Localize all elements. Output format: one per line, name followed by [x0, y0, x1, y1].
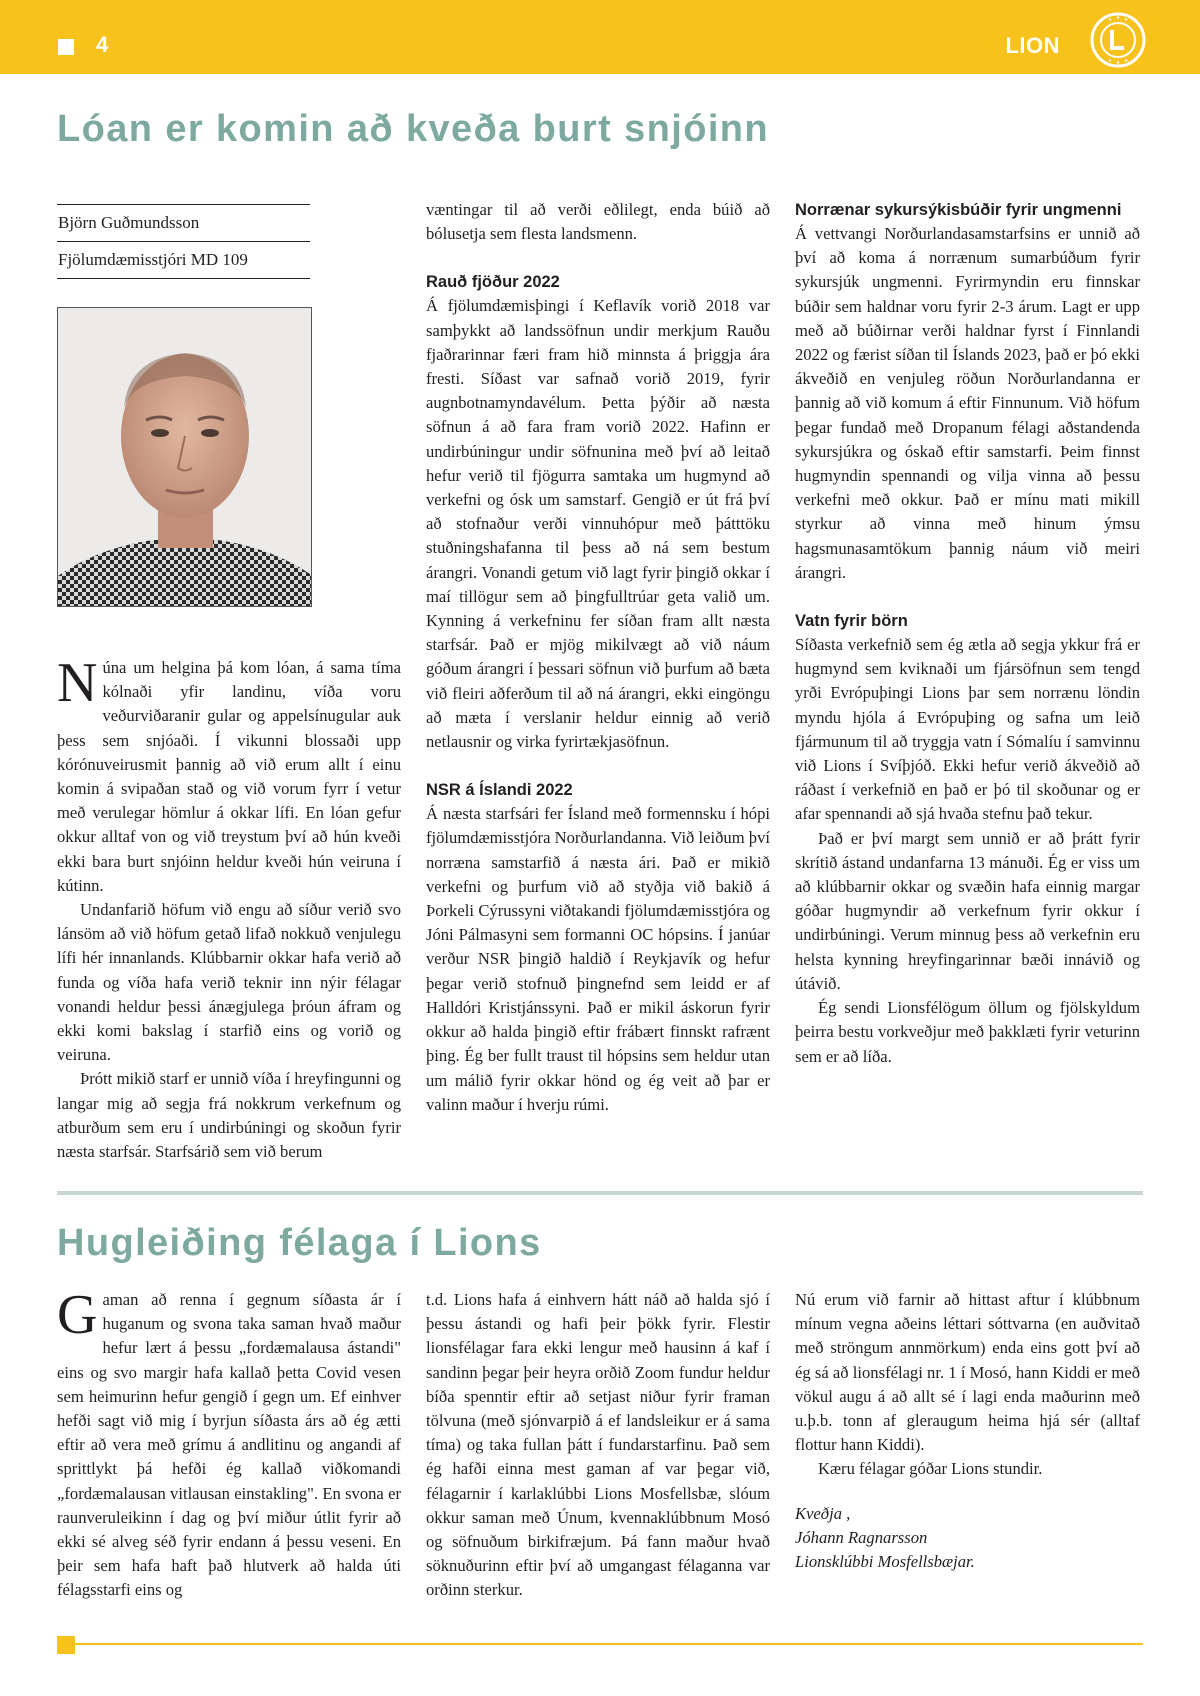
paragraph-text: úna um helgina þá kom lóan, á sama tíma kólnaði yfir landinu, víða voru veðurviðaranir gular og appelsínugular auk þess sem snjóaði. Í vikunni blossaði upp kórónuveirusmit þannig að við erum allt í einu komin á svipaðan stað og við vorum fyrr í vetur með verulegar hömlur á okkar lífi. En lóan gefur okkur alltaf von og við treystum því að hún kveði ekki bara burt snjóinn heldur kveði hún veiruna í kútinn. [57, 658, 401, 895]
lions-emblem-icon [1090, 12, 1146, 68]
paragraph: Nú erum við farnir að hittast aftur í klúbbnum mínum vegna aðeins léttari sóttvarna (en auðvitað með ströngum annmörkum) enda eins gott því að ég sá að lionsfélagi nr. 1 í Mosó, hann Kiddi er með vökul augu á að allt sé í lagi enda maðurinn með u.þ.b. tonn af gleraugum heima hjá sér (alltaf flottur hann Kiddi). [795, 1290, 1140, 1455]
signature-line: Kveðja , [795, 1503, 851, 1523]
author-name: Björn Guðmundsson [58, 213, 200, 232]
header-bar [0, 0, 1200, 74]
paragraph: Á vettvangi Norðurlandasamstarfsins er unnið að því að koma á norrænum sumarbúðum fyrir sykursjúk ungmenni. Fyrirmyndin eru finnskar búðir sem haldnar voru fyrir 2-3 árum. Lagt er upp með að búðirnar verði haldnar fyrst í Finnlandi 2022 og færist síðan til Íslands 2023, það er þó ekki ákveðið en venjuleg röðun Norðurlandanna er þannig að við komum á eftir Finnunum. Við höfum þegar fundað með Dropanum félagi aðstandenda sykursjúkra og óskað eftir samstarfi. Þeim finnst hugmyndin spennandi og vilja vinna að þessu verkefni með okkur. Það er mínu mati mikill styrkur að vinna með hinum ýmsu hagsmunasamtökum þannig náum við meiri árangri. [795, 224, 1140, 582]
page-square-icon [58, 39, 74, 55]
section-divider [57, 1191, 1143, 1195]
article1-column-3 [795, 198, 1140, 1069]
paragraph: Það er því margt sem unnið er að þrátt fyrir skrítið ástand undanfarna 13 mánuði. Ég er viss um að klúbbarnir okkar og svæðin hafa einnig margar góðar hugmyndir að verkefnum fyrir okkur í undirbúningi. Verum minnug þess að verkefnin eru helsta kynning hreyfingarinnar bæði innávið og útávið. [795, 828, 1140, 993]
article-title: Lóan er komin að kveða burt snjóinn [57, 108, 769, 150]
section-heading: NSR á Íslandi 2022 [426, 781, 573, 800]
drop-cap: N [57, 652, 98, 714]
article-title: Hugleiðing félaga í Lions [57, 1222, 542, 1264]
article2-column-2 [426, 1288, 770, 1603]
signature-name: Jóhann Ragnarsson [795, 1527, 928, 1547]
paragraph: Á fjölumdæmisþingi í Keflavík vorið 2018 var samþykkt að landssöfnun undir merkjum Rauðu fjaðrarinnar færi fram hið minnsta á þriggja ára fresti. Síðast var safnað vorið 2019, fyrir augnbotnamyndavélum. Þetta þýðir að næsta söfnun á að fara fram vorið 2022. Hafinn er undirbúningur undir söfnunina með því að leitað hefur verið til fjögurra samtaka um hugmynd að verkefni og ósk um samstarf. Gengið er út frá því að stofnaður verði vinnuhópur með þátttöku stuðningshafanna til þess að ná sem bestum árangri. Vonandi getum við lagt fyrir þingið okkar í maí tillögur sem að þingfulltrúar geta valið um. Kynning á verkefninu fer síðan fram allt næsta starfsár. Það er mjög mikilvægt að við náum góðum árangri í þessari söfnun við þurfum að bæta við fleiri aðferðum til að ná árangri, ekki eingöngu að mæta í verslanir heldur einnig að verið netlausnir og virka fyrirtækjasöfnun. [426, 296, 770, 752]
magazine-name: LION [1005, 33, 1060, 58]
article2-column-3 [795, 1288, 1140, 1574]
paragraph: Þrótt mikið starf er unnið víða í hreyfingunni og langar mig að segja frá nokkrum verkefnum og atburðum sem eru í undirbúningi og skoðun fyrir næsta starfsár. Starfsárið sem við berum [57, 1069, 401, 1162]
paragraph: væntingar til að verði eðlilegt, enda búið að bólusetja sem flesta landsmenn. [426, 200, 770, 244]
signature-club: Lionsklúbbi Mosfellsbæjar. [795, 1551, 975, 1571]
paragraph-text: aman að renna í gegnum síðasta ár í huganum og svona taka saman hvað maður hefur lært á þessu „fordæmalausa ástandi" eins og svo margir hafa kallað þetta Covid vesen sem heimurinn hefur gengið í gegn um. Ef einhver hefði sagt við mig í byrjun síðasta árs að ég ætti eftir að vera með grímu á andlitinu og angandi af sprittlykt þá hefði ég kallað viðkomandi „fordæmalausan vitlausan einstakling". En svona er raunveruleikinn í dag og því miður útlit fyrir að ekki sé alveg séð fyrir endann á þessu veseni. En þeir sem hafa haft það hlutverk að halda úti félagsstarfi eins og [57, 1290, 401, 1600]
paragraph [57, 652, 401, 898]
section-heading: Norrænar sykursýkisbúðir fyrir ungmenni [795, 201, 1122, 219]
page-number: 4 [96, 32, 109, 57]
paragraph: Kæru félagar góðar Lions stundir. [818, 1459, 1043, 1479]
article1-column-2 [426, 198, 770, 1117]
paragraph: Á næsta starfsári fer Ísland með formennsku í hópi fjölumdæmisstjóra Norðurlandanna. Við leiðum því norræna samstarfið á næsta ári. Það er mikið verkefni og þurfum við að styðja við bakið á Þorkeli Cýrussyni viðtakandi fjölumdæmisstjóra og Jóni Pálmasyni sem formanni OC hópsins. Í janúar verður NSR þingið haldið í Reykjavík og hefur þegar verið stofnuð þingnefnd sem leidd er af Halldóri Kristjánssyni. Það er mikil áskorun fyrir okkur að halda þingið eftir frábært finnskt rafrænt þing. Ég ber fullt traust til hópsins sem heldur utan um málið fyrir okkar hönd og ég veit að þar er valinn maður í hverju rúmi. [426, 804, 770, 1114]
paragraph [57, 1284, 401, 1603]
section-heading: Vatn fyrir börn [795, 612, 908, 631]
author-role: Fjölumdæmisstjóri MD 109 [57, 241, 310, 278]
paragraph: Síðasta verkefnið sem ég ætla að segja ykkur frá er hugmynd sem kviknaði um fjársöfnun sem tengd yrði Evrópuþingi Lions þar sem norrænu löndin myndu hjóla á Evrópuþing og safna um leið fjármunum til að tryggja vatn í Sómalíu í samvinnu við Lions í Svíþjóð. Ekki hefur verið ákveðið að ráðast í verkefnið en það er þó til skoðunar og er afar spennandi að sjá hvaða stefnu það tekur. [795, 635, 1140, 824]
paragraph: Ég sendi Lionsfélögum öllum og fjölskyldum þeirra bestu vorkveðjur með þakklæti fyrir veturinn sem er að líða. [795, 998, 1140, 1066]
article1-column-1 [57, 652, 401, 1164]
footer-square-icon [57, 1636, 75, 1654]
footer-rule [75, 1643, 1143, 1645]
paragraph: Undanfarið höfum við engu að síður verið svo lánsöm að við höfum getað lifað nokkuð venjulegu lífi hér innanlands. Klúbbarnir okkar hafa verið að funda og víða hafa verið teknir inn nýir félagar vonandi heldur þessi ánægjulega þróun áfram og ekki komi bakslag í starfið eins og vorið og veiruna. [57, 900, 401, 1065]
portrait-image [58, 308, 312, 607]
section-heading: Rauð fjöður 2022 [426, 273, 560, 292]
drop-cap: G [57, 1284, 98, 1346]
author-box [57, 204, 310, 279]
article2-column-1 [57, 1284, 401, 1603]
author-portrait [57, 307, 312, 607]
signature [795, 1502, 1140, 1574]
paragraph: t.d. Lions hafa á einhvern hátt náð að halda sjó í þessu ástandi og hafi þeir þökk fyrir. Flestir lionsfélagar fara ekki lengur með hausinn á kaf í sandinn þegar þeir heyra orðið Zoom fundur heldur bíða spenntir eftir að setjast niður fyrir framan tölvuna (með sjónvarpið á ef landsleikur er á sama tíma) og taka fullan þátt í fundarstarfinu. Það sem ég hafði einna mest gaman af var þegar við, félagarnir í karlaklúbbi Lions Mosfellsbæ, slóum okkur saman með Únum, kvennaklúbbnum Mosó og söfnuðum birkifræjum. Þá fann maður hvað söknuðurinn eftir því að umgangast félaganna var orðinn sterkur. [426, 1290, 770, 1600]
